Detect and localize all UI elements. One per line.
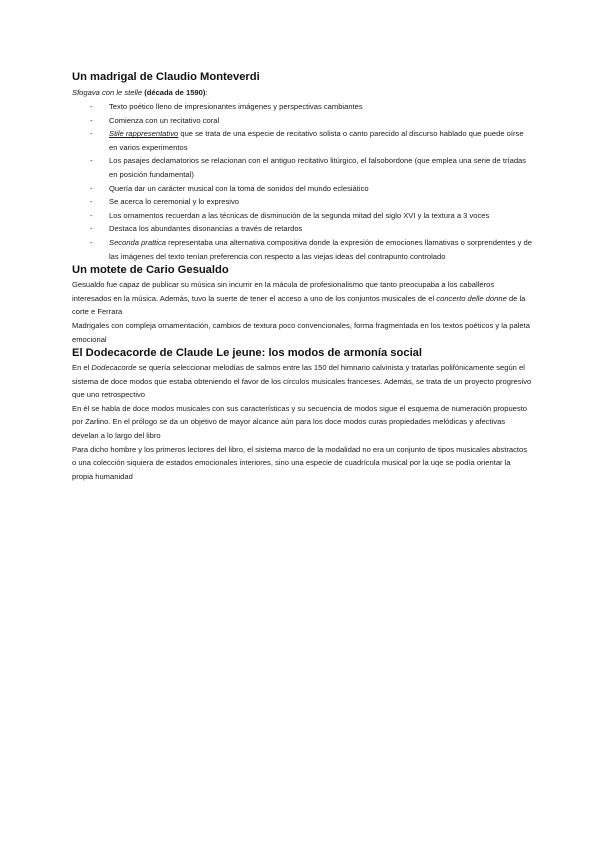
text-run: Texto poético lleno de impresionantes imágenes y perspectivas cambiantes [109,102,363,111]
list-item [72,154,532,181]
section-title-gesualdo: Un motete de Cario Gesualdo [72,264,229,277]
list-item [72,236,532,263]
text-run: que se trata de una especie de recitativo solista o canto parecido al discurso hablado que puede oírse en varios experimentos [109,129,524,152]
section-title-monteverdi: Un madrigal de Claudio Monteverdi [72,71,260,83]
text-run: Dodecacorde [91,363,137,373]
text-run: Destaca los abundantes disonancias a través de retardos [109,224,303,234]
list-item [72,127,532,154]
subtitle-date: (década de 1590) [142,88,206,97]
text-run: de la corte e Ferrara [72,293,526,317]
subtitle-work: Sfogava con le stelle [72,88,143,97]
text-run: Comienza con un recitativo coral [109,115,220,125]
text-run: Gesualdo fue capaz de publicar su música sin incurrir en la mácula de profesionalismo que tanto preocupaba a los caballeros interesados en la música. Además, tuvo la suerte de tener el acceso a uno de los conjuntos musicales de el [72,280,495,303]
list-item [72,114,532,128]
text-run: se quería seleccionar melodías de salmos entre las 150 del himnario calvinista y tratarlas polifónicamente según el sistema de doce modos que estaba obteniendo el favor de los círculos musicales franceses. Además, se trata de un proyecto progresivo que uno retrospectivo [72,363,532,400]
list-item [72,222,532,236]
text-run: En el [72,363,92,373]
section-title-lejeune: El Dodecacorde de Claude Le jeune: los modos de armonía social [72,347,423,360]
lejeune-paragraphs [72,361,532,483]
subtitle-colon: : [205,88,208,97]
section-subtitle [72,86,532,99]
text-run: En él se habla de doce modos musicales con sus características y su secuencia de modos sigue el esquema de numeración propuesto por Zarlino. En el prólogo se da un objetivo de mayor alcance aún para los doce modos curas propiedades melódicas y afectivas develan a lo largo del libro [72,403,528,441]
list-item [72,209,532,223]
text-run: Los pasajes declamatorios se relacionan con el antiguo recitativo litúrgico, el falsobordone (que emplea una serie de tríadas en posición fundamental) [109,156,527,179]
text-run: Stile rappresentativo [109,129,179,139]
text-run: representaba una alternativa compositiva donde la expresión de emociones llamativas o sorprendentes y de las imágenes del texto tenían preferencia con respecto a las viejas ideas del contrapunto controlado [109,237,532,261]
paragraph [72,319,532,346]
text-run: Los ornamentos recuerdan a las técnicas de disminución de la segunda mitad del siglo XVI y la textura a 3 voces [109,210,490,220]
paragraph [72,443,532,484]
text-run: Seconda prattica [109,237,166,247]
text-run: Se acerca lo ceremonial y lo expresivo [109,197,239,207]
list-item [72,195,532,209]
paragraph [72,278,532,319]
text-run: Madrigales con compleja ornamentación, cambios de textura poco convencionales, forma fragmentada en los textos poéticos y la paleta emocional [72,320,530,344]
text-run: concerto delle donne [436,293,507,303]
monteverdi-bullet-list [72,100,532,263]
list-item [72,100,532,114]
gesualdo-paragraphs [72,278,532,346]
paragraph [72,361,532,402]
paragraph [72,402,532,443]
document-body [72,70,532,483]
text-run: Para dicho hombre y los primeros lectores del libro, el sistema marco de la modalidad no era un conjunto de tipos musicales abstractos o una colección siquiera de estados emocionales interiores, sino una especie de cuadrícula musical por la uqe se podía orientar la propia humanidad [72,444,528,481]
text-run: Quería dar un carácter musical con la toma de sonidos del mundo eclesiático [109,183,369,193]
list-item [72,182,532,196]
